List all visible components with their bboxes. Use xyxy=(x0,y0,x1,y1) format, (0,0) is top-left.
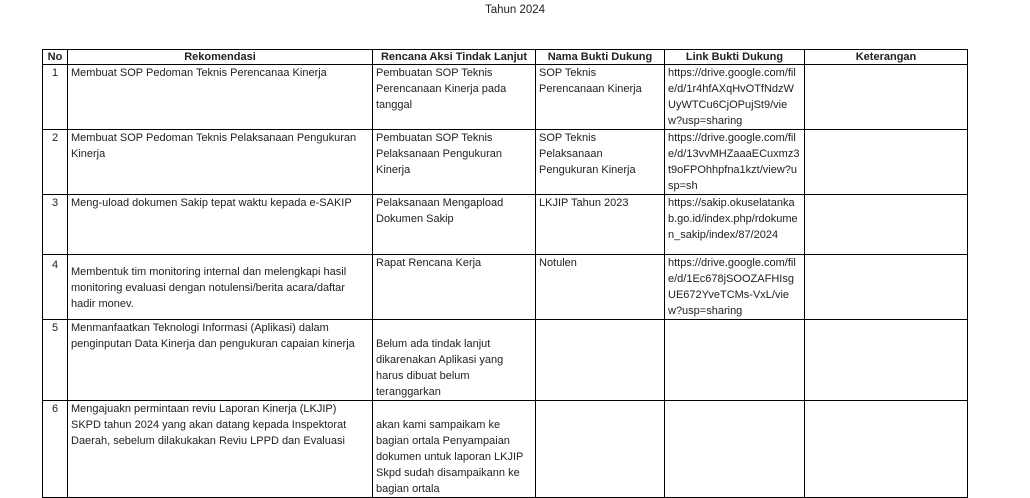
header-no: No xyxy=(43,50,68,65)
table-row xyxy=(43,255,968,320)
cell-keterangan xyxy=(805,401,968,498)
cell-rencana: Rapat Rencana Kerja xyxy=(373,255,536,320)
header-rencana: Rencana Aksi Tindak Lanjut xyxy=(373,50,536,65)
table-row xyxy=(43,65,968,130)
cell-no: 5 xyxy=(43,320,68,401)
cell-bukti: SOP Teknis Perencanaan Kinerja xyxy=(536,65,665,130)
table-header-row xyxy=(43,50,968,65)
cell-rencana: Pembuatan SOP Teknis Perencanaan Kinerja pada tanggal xyxy=(373,65,536,130)
cell-keterangan xyxy=(805,195,968,255)
header-link: Link Bukti Dukung xyxy=(665,50,805,65)
cell-rekomendasi: Membuat SOP Pedoman Teknis Perencanaa Kinerja xyxy=(68,65,373,130)
cell-link[interactable] xyxy=(665,320,805,401)
recommendation-table xyxy=(42,49,968,498)
table-row xyxy=(43,195,968,255)
cell-link[interactable] xyxy=(665,401,805,498)
cell-bukti: LKJIP Tahun 2023 xyxy=(536,195,665,255)
header-bukti: Nama Bukti Dukung xyxy=(536,50,665,65)
cell-keterangan xyxy=(805,255,968,320)
table-row xyxy=(43,401,968,498)
cell-no: 2 xyxy=(43,130,68,195)
cell-rekomendasi: Membuat SOP Pedoman Teknis Pelaksanaan Pengukuran Kinerja xyxy=(68,130,373,195)
header-rekomendasi: Rekomendasi xyxy=(68,50,373,65)
cell-link[interactable]: https://sakip.okuselatankab.go.id/index.php/rdokumen_sakip/index/87/2024 xyxy=(665,195,805,255)
cell-rencana: Belum ada tindak lanjut dikarenakan Aplikasi yang harus dibuat belum teranggarkan xyxy=(373,320,536,401)
cell-bukti: SOP Teknis Pelaksanaan Pengukuran Kinerja xyxy=(536,130,665,195)
document-title: Tahun 2024 xyxy=(484,4,546,16)
cell-no: 4 xyxy=(43,255,68,320)
cell-rekomendasi: Menmanfaatkan Teknologi Informasi (Aplikasi) dalam penginputan Data Kinerja dan pengukuran capaian kinerja xyxy=(68,320,373,401)
cell-link[interactable]: https://drive.google.com/file/d/1r4hfAXqHvOTfNdzWUyWTCu6CjOPujSt9/view?usp=sharing xyxy=(665,65,805,130)
cell-rekomendasi: Membentuk tim monitoring internal dan melengkapi hasil monitoring evaluasi dengan notulensi/berita acara/daftar hadir monev. xyxy=(68,255,373,320)
header-keterangan: Keterangan xyxy=(805,50,968,65)
cell-keterangan xyxy=(805,65,968,130)
cell-no: 1 xyxy=(43,65,68,130)
cell-bukti xyxy=(536,320,665,401)
cell-rekomendasi: Mengajuakn permintaan reviu Laporan Kinerja (LKJIP) SKPD tahun 2024 yang akan datang kepada Inspektorat Daerah, sebelum dilakukakan Reviu LPPD dan Evaluasi xyxy=(68,401,373,498)
cell-no: 3 xyxy=(43,195,68,255)
table-row xyxy=(43,130,968,195)
table-row xyxy=(43,320,968,401)
cell-link[interactable]: https://drive.google.com/file/d/1Ec678jSOOZAFHIsgUE672YveTCMs-VxL/view?usp=sharing xyxy=(665,255,805,320)
cell-no: 6 xyxy=(43,401,68,498)
cell-keterangan xyxy=(805,130,968,195)
cell-bukti xyxy=(536,401,665,498)
cell-bukti: Notulen xyxy=(536,255,665,320)
cell-link[interactable]: https://drive.google.com/file/d/13vvMHZaaaECuxmz3t9oFPOhhpfna1kzt/view?usp=sh xyxy=(665,130,805,195)
cell-rencana: akan kami sampaikam ke bagian ortala Penyampaian dokumen untuk laporan LKJIP Skpd sudah disampaikann ke bagian ortala xyxy=(373,401,536,498)
cell-rencana: Pelaksanaan Mengapload Dokumen Sakip xyxy=(373,195,536,255)
cell-rekomendasi: Meng-uload dokumen Sakip tepat waktu kepada e-SAKIP xyxy=(68,195,373,255)
cell-rencana: Pembuatan SOP Teknis Pelaksanaan Pengukuran Kinerja xyxy=(373,130,536,195)
cell-keterangan xyxy=(805,320,968,401)
